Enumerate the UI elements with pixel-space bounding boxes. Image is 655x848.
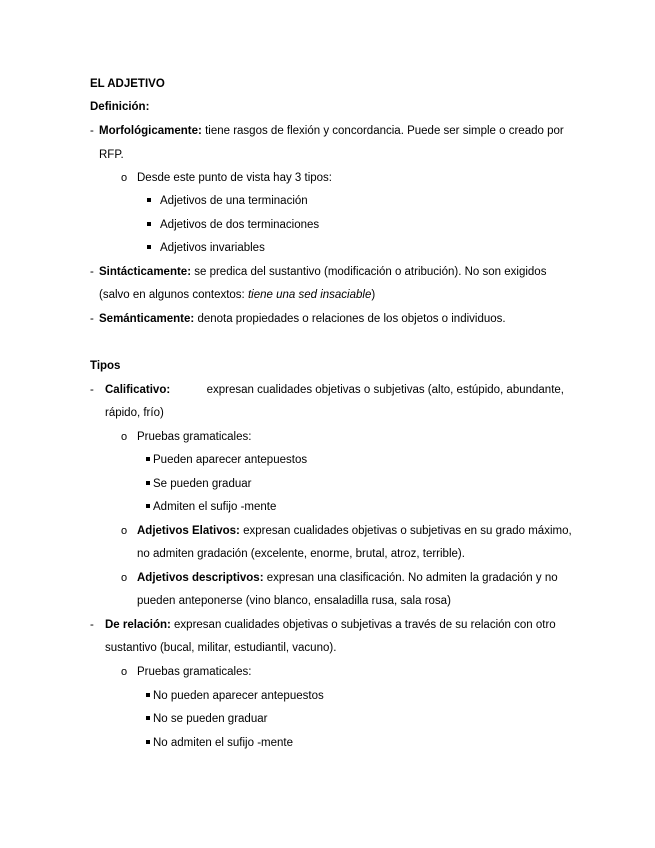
descriptivos-marker: o <box>121 572 128 584</box>
bullet-square-icon <box>146 688 150 704</box>
morfo-item: Adjetivos de dos terminaciones <box>160 219 320 231</box>
relacion-pruebas: Pruebas gramaticales: <box>137 666 252 678</box>
relacion-prueba-item: No se pueden graduar <box>153 713 268 725</box>
bullet-square-icon <box>146 476 150 492</box>
calificativo-line-1: Calificativo: expresan cualidades objetivas o subjetivas (alto, estúpido, abundante, <box>105 384 564 396</box>
sintac-dash: - <box>90 266 94 278</box>
morfo-dash: - <box>90 125 94 137</box>
morfo-item: Adjetivos de una terminación <box>160 195 308 207</box>
relacion-dash: - <box>90 619 94 631</box>
seman-dash: - <box>90 313 94 325</box>
bullet-square-icon <box>146 499 150 515</box>
tipos-heading: Tipos <box>90 360 121 372</box>
calificativo-dash: - <box>90 384 94 396</box>
calificativo-prueba-item: Pueden aparecer antepuestos <box>153 454 308 466</box>
calificativo-pruebas-marker: o <box>121 431 128 443</box>
bullet-square-icon <box>147 193 151 209</box>
relacion-prueba-item: No admiten el sufijo -mente <box>153 737 293 749</box>
bullet-square-icon <box>147 217 151 233</box>
relacion-line-1: De relación: expresan cualidades objetivas o subjetivas a través de su relación con otro <box>105 619 556 631</box>
morfo-item: Adjetivos invariables <box>160 242 265 254</box>
bullet-square-icon <box>146 452 150 468</box>
calificativo-prueba-item: Admiten el sufijo -mente <box>153 501 277 513</box>
sintac-line-2: (salvo en algunos contextos: tiene una sed insaciable) <box>99 289 376 301</box>
calificativo-line-2: rápido, frío) <box>105 407 164 419</box>
relacion-prueba-item: No pueden aparecer antepuestos <box>153 690 324 702</box>
elativos-line-2: no admiten gradación (excelente, enorme, brutal, atroz, terrible). <box>137 548 465 560</box>
descriptivos-line-2: pueden anteponerse (vino blanco, ensaladilla rusa, sala rosa) <box>137 595 451 607</box>
morfo-line-2: RFP. <box>99 149 124 161</box>
elativos-line-1: Adjetivos Elativos: expresan cualidades objetivas o subjetivas en su grado máximo, <box>137 525 572 537</box>
elativos-marker: o <box>121 525 128 537</box>
relacion-line-2: sustantivo (bucal, militar, estudiantil, vacuno). <box>105 642 337 654</box>
definicion-heading: Definición: <box>90 101 150 113</box>
calificativo-pruebas: Pruebas gramaticales: <box>137 431 252 443</box>
morfo-line-1: Morfológicamente: tiene rasgos de flexión y concordancia. Puede ser simple o creado por <box>99 125 564 137</box>
sintac-line-1: Sintácticamente: se predica del sustantivo (modificación o atribución). No son exigidos <box>99 266 547 278</box>
bullet-square-icon <box>146 711 150 727</box>
morfo-sub-marker: o <box>121 172 128 184</box>
relacion-pruebas-marker: o <box>121 666 128 678</box>
seman-line: Semánticamente: denota propiedades o relaciones de los objetos o individuos. <box>99 313 506 325</box>
document-title: EL ADJETIVO <box>90 78 165 90</box>
bullet-square-icon <box>146 735 150 751</box>
morfo-sub-text: Desde este punto de vista hay 3 tipos: <box>137 172 332 184</box>
descriptivos-line-1: Adjetivos descriptivos: expresan una clasificación. No admiten la gradación y no <box>137 572 558 584</box>
calificativo-prueba-item: Se pueden graduar <box>153 478 252 490</box>
bullet-square-icon <box>147 240 151 256</box>
